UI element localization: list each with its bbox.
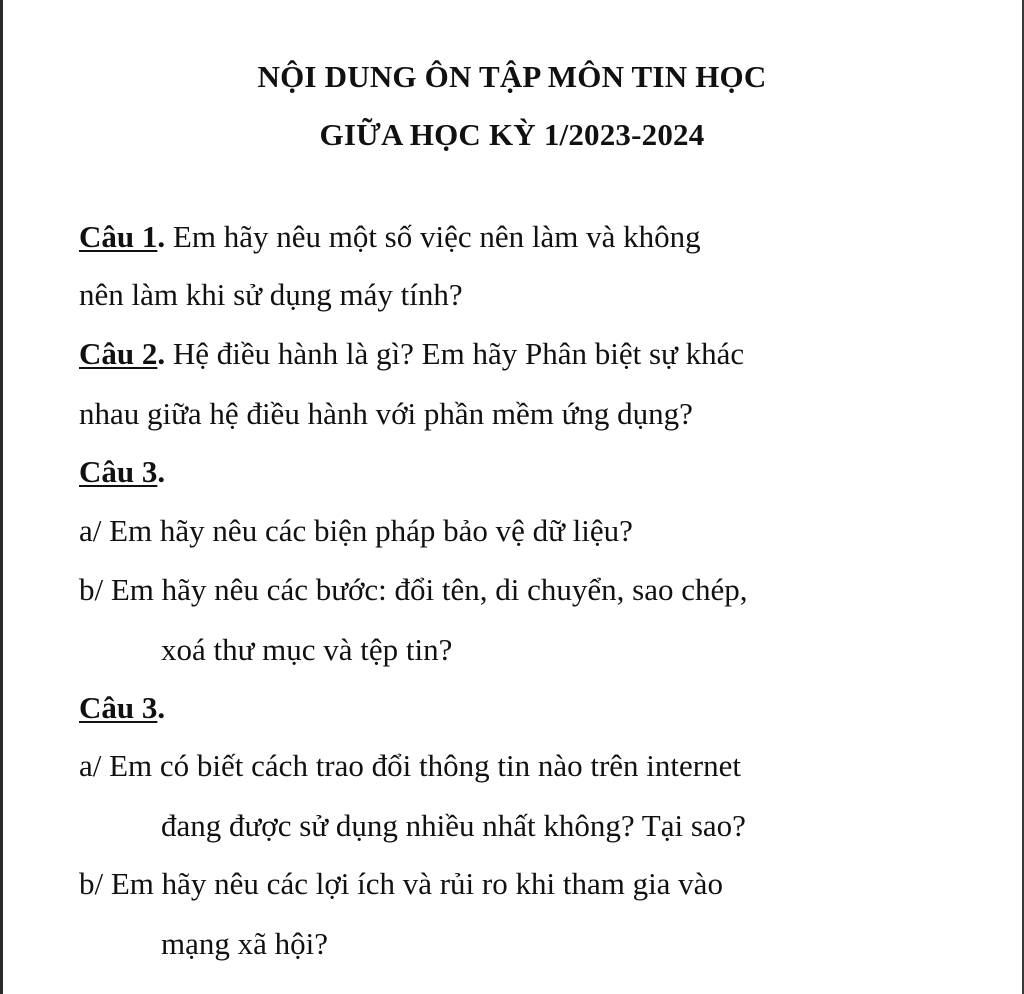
question-4-part-a-line-1: a/ Em có biết cách trao đổi thông tin nào trên internet — [79, 748, 741, 783]
question-3-part-a: a/ Em hãy nêu các biện pháp bảo vệ dữ liệu? — [79, 513, 633, 548]
question-1-dot: . — [157, 219, 166, 254]
question-3-label: Câu 3 — [79, 454, 158, 489]
question-1-line-1 — [79, 217, 701, 257]
question-4-label: Câu 3 — [79, 690, 158, 725]
question-1-label: Câu 1 — [79, 219, 158, 254]
question-2-line-1 — [79, 334, 744, 374]
document-title: NỘI DUNG ÔN TẬP MÔN TIN HỌC — [257, 59, 767, 94]
question-4-part-b-line-1: b/ Em hãy nêu các lợi ích và rủi ro khi tham gia vào — [79, 866, 723, 901]
document-subtitle: GIỮA HỌC KỲ 1/2023-2024 — [319, 117, 705, 152]
question-2-dot: . — [157, 336, 166, 371]
question-2-line-2: nhau giữa hệ điều hành với phần mềm ứng dụng? — [79, 396, 693, 431]
question-3-part-b-line-1: b/ Em hãy nêu các bước: đổi tên, di chuyển, sao chép, — [79, 572, 748, 607]
question-4-dot: . — [157, 690, 166, 725]
question-3-heading — [79, 452, 165, 492]
question-4-heading — [79, 688, 165, 728]
question-4-part-a-line-2: đang được sử dụng nhiều nhất không? Tại sao? — [161, 808, 746, 843]
question-1-line-2: nên làm khi sử dụng máy tính? — [79, 277, 463, 312]
question-3-dot: . — [157, 454, 166, 489]
question-4-part-b-line-2: mạng xã hội? — [161, 926, 329, 961]
question-3-part-b-line-2: xoá thư mục và tệp tin? — [161, 632, 453, 667]
question-2-label: Câu 2 — [79, 336, 158, 371]
question-2-text: Hệ điều hành là gì? Em hãy Phân biệt sự khác — [165, 336, 745, 371]
question-1-text: Em hãy nêu một số việc nên làm và không — [165, 219, 701, 254]
